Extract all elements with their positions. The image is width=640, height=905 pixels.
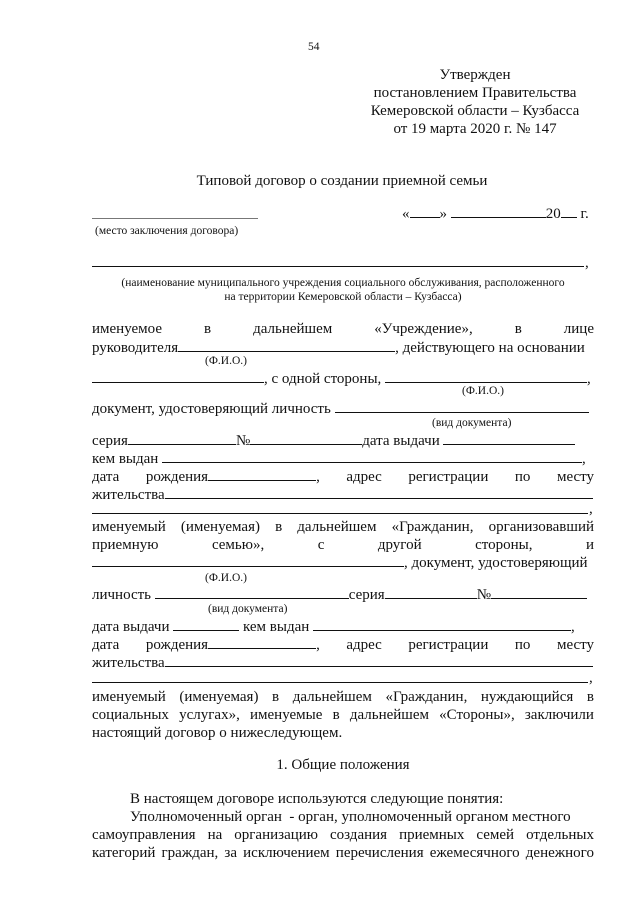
fio-note-1: (Ф.И.О.) xyxy=(205,355,247,367)
citizen1-line1 xyxy=(92,518,594,536)
party1-line3: , с одной стороны, , xyxy=(92,370,594,388)
number-label: № xyxy=(235,433,251,449)
word: адрес xyxy=(346,637,382,653)
doc-note-1: (вид документа) xyxy=(432,417,512,429)
series-blank[interactable] xyxy=(128,432,236,445)
doc1-birth-line xyxy=(92,468,594,486)
word: приемную xyxy=(92,537,159,553)
place-blank[interactable] xyxy=(92,218,258,219)
word: дата xyxy=(92,469,120,485)
issued-by-label: кем выдан xyxy=(92,451,159,467)
word: социальных xyxy=(92,707,169,723)
birth-date-blank[interactable] xyxy=(208,468,316,481)
word: перечисления xyxy=(335,845,424,861)
approval-line-3: Кемеровской области – Кузбасса xyxy=(370,103,580,119)
date-line xyxy=(402,205,589,223)
word: нуждающийся xyxy=(480,689,574,705)
word: заключили xyxy=(524,707,594,723)
word: дальнейшем xyxy=(297,519,377,535)
approval-line-1: Утвержден xyxy=(439,67,511,83)
residence-blank-2[interactable] xyxy=(92,513,588,514)
word: именуемое xyxy=(92,321,162,337)
word: регистрации xyxy=(408,637,489,653)
word: стороны, xyxy=(475,537,533,553)
citizen1-doc-line xyxy=(92,586,587,604)
word: (именуемая) xyxy=(180,519,260,535)
party1-line2 xyxy=(92,339,585,357)
word: , xyxy=(316,469,320,485)
citizen1-residence-line xyxy=(92,654,593,672)
doc-type-blank[interactable] xyxy=(335,400,589,413)
section1-p1: В настоящем договоре используются следующие понятия: xyxy=(130,791,504,807)
citizen1-line2 xyxy=(92,536,594,554)
word: в xyxy=(204,321,212,337)
word: адрес xyxy=(346,469,382,485)
number-label-2: № xyxy=(476,587,492,603)
word: семью», xyxy=(211,537,265,553)
fio-note-3: (Ф.И.О.) xyxy=(205,572,247,584)
residence-label: жительства xyxy=(92,487,165,503)
word: создания xyxy=(330,827,388,843)
word: месту xyxy=(556,637,594,653)
word: именуемый xyxy=(92,519,166,535)
word: за xyxy=(224,845,238,861)
citizen1-issued-by-blank[interactable] xyxy=(313,618,571,631)
word: именуемые xyxy=(249,707,323,723)
date-open-quote: « xyxy=(402,206,410,222)
word: по xyxy=(514,637,531,653)
issue-date-label: дата выдачи xyxy=(362,433,440,449)
series-label: серия xyxy=(92,433,128,449)
document-title: Типовой договор о создании приемной семьи xyxy=(196,173,488,189)
word: организацию xyxy=(234,827,318,843)
institution-note-2: на территории Кемеровской области – Кузбасса) xyxy=(224,291,462,303)
approval-line-2: постановлением Правительства xyxy=(373,85,577,101)
day-blank[interactable] xyxy=(410,205,440,218)
citizen1-number-blank[interactable] xyxy=(491,586,587,599)
word: в xyxy=(332,707,340,723)
doc-note-2: (вид документа) xyxy=(208,603,288,615)
issued-by-label-2: кем выдан xyxy=(242,619,310,635)
citizen1-issue-date-blank[interactable] xyxy=(173,618,239,631)
doc1-issued-line: кем выдан , xyxy=(92,451,586,467)
citizen1-doc-type-blank[interactable] xyxy=(155,586,349,599)
one-side-label: , с одной стороны, xyxy=(264,371,382,387)
word: на xyxy=(207,827,223,843)
word: «Гражданин, xyxy=(385,689,468,705)
word: месту xyxy=(556,469,594,485)
institution-blank[interactable] xyxy=(92,266,584,267)
word: дальнейшем xyxy=(253,321,333,337)
section1-p2-line3 xyxy=(92,844,594,862)
section1-p2-line1: Уполномоченный орган - орган, уполномоченный органом местного xyxy=(130,809,571,825)
residence-label-2: жительства xyxy=(92,655,165,671)
word: с xyxy=(317,537,325,553)
word: , xyxy=(316,637,320,653)
citizen2-line2 xyxy=(92,706,594,724)
word: и xyxy=(585,537,594,553)
word: «Стороны», xyxy=(439,707,515,723)
citizen1-line3 xyxy=(92,554,588,572)
number-blank[interactable] xyxy=(250,432,362,445)
citizen1-issue-line: дата выдачи кем выдан , xyxy=(92,619,575,635)
word: исключением xyxy=(243,845,330,861)
issue-date-blank[interactable] xyxy=(443,432,575,445)
citizen1-fio-blank[interactable] xyxy=(92,554,404,567)
word: самоуправления xyxy=(92,827,196,843)
word: отдельных xyxy=(526,827,594,843)
word: в xyxy=(272,689,280,705)
citizen1-birth-line xyxy=(92,636,594,654)
institution-note: (наименование муниципального учреждения социального обслуживания, расположенного xyxy=(121,277,565,289)
word: дата xyxy=(92,637,120,653)
party1-line1 xyxy=(92,320,594,338)
word: рождения xyxy=(145,469,209,485)
year-suffix: г. xyxy=(580,206,589,222)
identity-label: документ, удостоверяющий личность xyxy=(92,401,331,417)
issue-date-label-2: дата выдачи xyxy=(92,619,170,635)
word: в xyxy=(514,321,522,337)
citizen1-birth-date-blank[interactable] xyxy=(208,636,316,649)
word: в xyxy=(275,519,283,535)
identity-label-2: , документ, удостоверяющий xyxy=(404,555,588,571)
head-label: руководителя xyxy=(92,340,179,356)
month-blank[interactable] xyxy=(451,205,546,218)
word: семей xyxy=(476,827,515,843)
word: организовавший xyxy=(488,519,594,535)
basis-blank[interactable] xyxy=(92,370,264,383)
citizen2-line1 xyxy=(92,688,594,706)
citizen2-line3: настоящий договор о нижеследующем. xyxy=(92,725,343,741)
word: лице xyxy=(563,321,594,337)
word: приемных xyxy=(399,827,465,843)
section1-heading: 1. Общие положения xyxy=(276,757,410,773)
word: ежемесячного xyxy=(429,845,520,861)
fio-note-2: (Ф.И.О.) xyxy=(462,385,504,397)
word: регистрации xyxy=(408,469,489,485)
word: категорий xyxy=(92,845,156,861)
word: рождения xyxy=(145,637,209,653)
citizen1-residence-blank[interactable] xyxy=(165,654,593,667)
word: другой xyxy=(377,537,422,553)
citizen1-residence-blank-2[interactable] xyxy=(92,682,588,683)
doc1-line xyxy=(92,400,589,418)
word: услугах», xyxy=(179,707,240,723)
series-label-2: серия xyxy=(348,587,385,603)
place-note: (место заключения договора) xyxy=(95,225,239,237)
doc1-residence-line xyxy=(92,486,593,504)
word: дальнейшем xyxy=(349,707,429,723)
word: по xyxy=(514,469,531,485)
residence-blank[interactable] xyxy=(165,486,593,499)
word: (именуемая) xyxy=(179,689,259,705)
date-close-quote: » xyxy=(439,206,447,222)
word: именуемый xyxy=(92,689,166,705)
basis-label: , действующего на основании xyxy=(395,340,585,356)
head-name-blank[interactable] xyxy=(178,339,395,352)
year-blank[interactable] xyxy=(561,205,577,218)
word: «Учреждение», xyxy=(374,321,473,337)
word: «Гражданин, xyxy=(391,519,474,535)
word: в xyxy=(586,689,594,705)
doc1-series-line xyxy=(92,432,575,450)
word: дальнейшем xyxy=(292,689,372,705)
word: денежного xyxy=(525,845,594,861)
page-number: 54 xyxy=(308,41,320,53)
citizen1-series-blank[interactable] xyxy=(385,586,477,599)
fio-blank-1[interactable] xyxy=(385,370,587,383)
word: граждан, xyxy=(161,845,219,861)
approval-line-4: от 19 марта 2020 г. № 147 xyxy=(393,121,557,137)
section1-p2-line2 xyxy=(92,826,594,844)
issued-by-blank[interactable] xyxy=(162,450,582,463)
identity-word: личность xyxy=(92,587,152,603)
year-prefix: 20 xyxy=(545,206,561,222)
